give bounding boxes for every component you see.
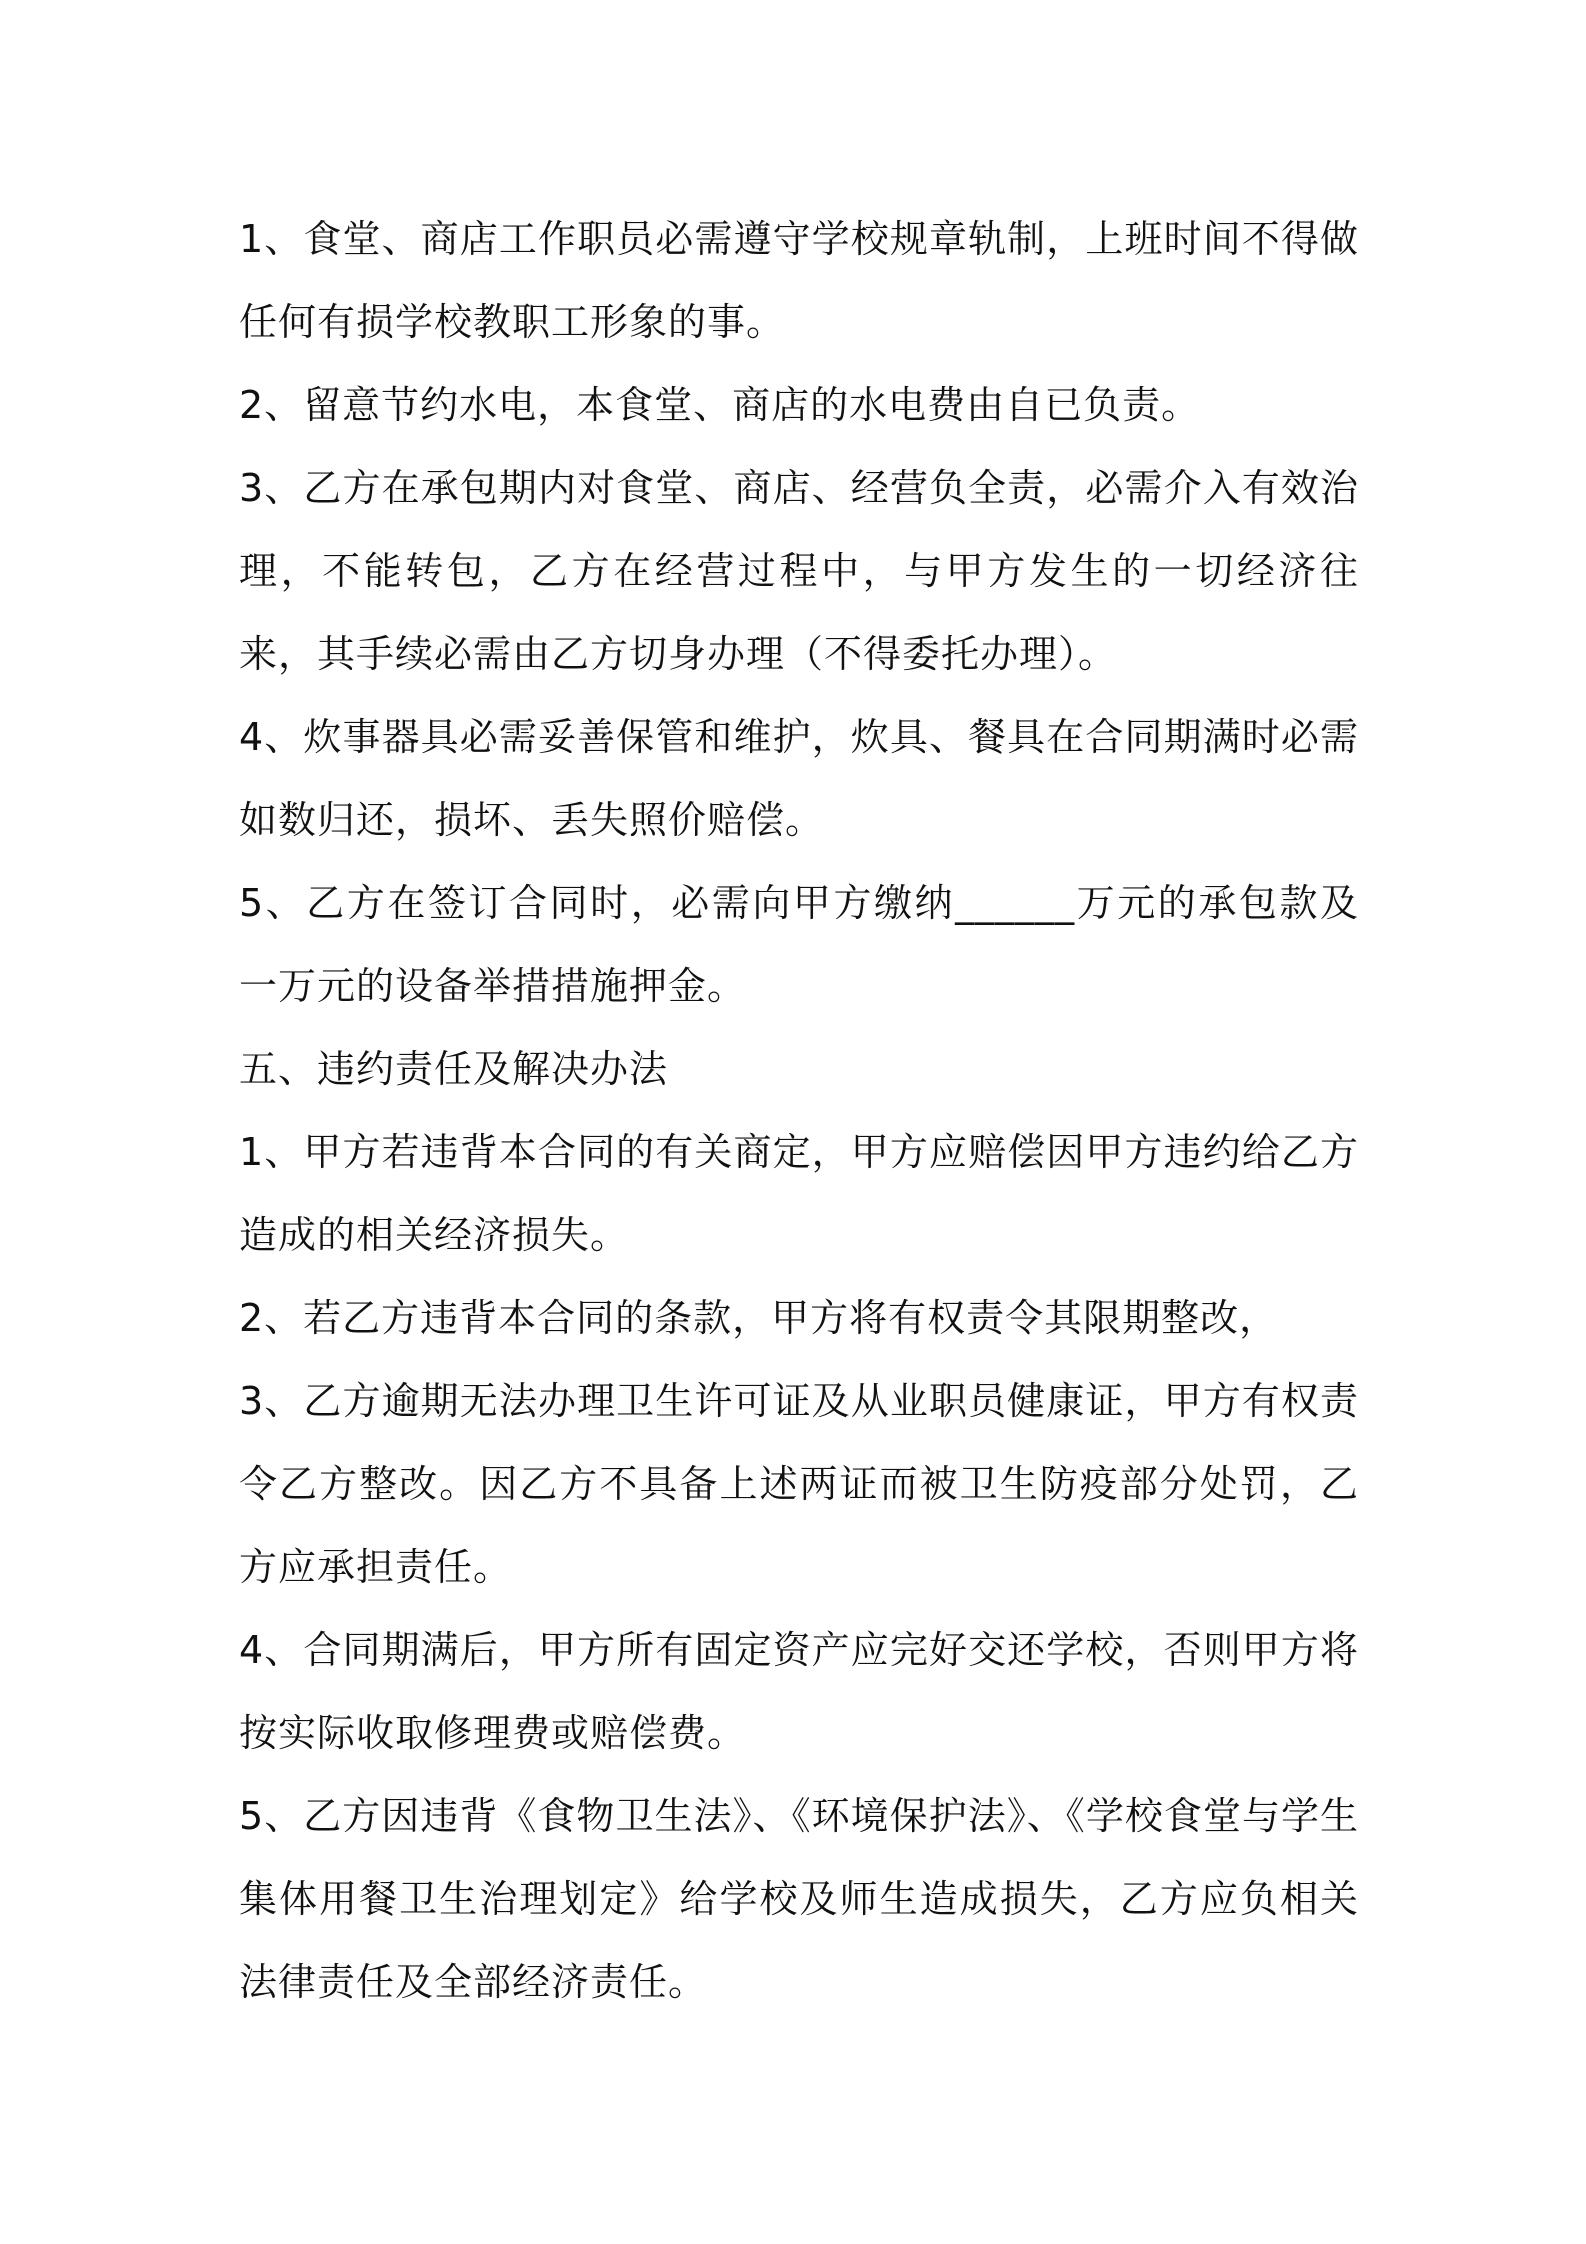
paragraph-breach-5: 5、乙方因违背《食物卫生法》、《环境保护法》、《学校食堂与学生集体用餐卫生治理划定》给学校及师生造成损失，乙方应负相关法律责任及全部经济责任。 — [239, 1794, 1359, 2004]
paragraph-breach-2: 2、若乙方违背本合同的条款，甲方将有权责令其限期整改， — [239, 1296, 1279, 1340]
paragraph-rule-5: 5、乙方在签订合同时，必需向甲方缴纳______万元的承包款及一万元的设备举措措施押金。 — [239, 881, 1359, 1008]
document-body — [239, 198, 1359, 2024]
paragraph-rule-3: 3、乙方在承包期内对食堂、商店、经营负全责，必需介入有效治理，不能转包，乙方在经营过程中，与甲方发生的一切经济往来，其手续必需由乙方切身办理（不得委托办理）。 — [239, 466, 1359, 676]
paragraph-breach-1: 1、甲方若违背本合同的有关商定，甲方应赔偿因甲方违约给乙方造成的相关经济损失。 — [239, 1130, 1359, 1257]
paragraph-breach-4: 4、合同期满后，甲方所有固定资产应完好交还学校，否则甲方将按实际收取修理费或赔偿费。 — [239, 1628, 1359, 1755]
section-heading-breach: 五、违约责任及解决办法 — [239, 1047, 669, 1091]
paragraph-rule-1: 1、食堂、商店工作职员必需遵守学校规章轨制，上班时间不得做任何有损学校教职工形象的事。 — [239, 217, 1359, 344]
paragraph-rule-2: 2、留意节约水电，本食堂、商店的水电费由自已负责。 — [239, 383, 1201, 427]
paragraph-rule-4: 4、炊事器具必需妥善保管和维护，炊具、餐具在合同期满时必需如数归还，损坏、丢失照价赔偿。 — [239, 715, 1359, 842]
paragraph-breach-3: 3、乙方逾期无法办理卫生许可证及从业职员健康证，甲方有权责令乙方整改。因乙方不具备上述两证而被卫生防疫部分处罚，乙方应承担责任。 — [239, 1379, 1359, 1589]
